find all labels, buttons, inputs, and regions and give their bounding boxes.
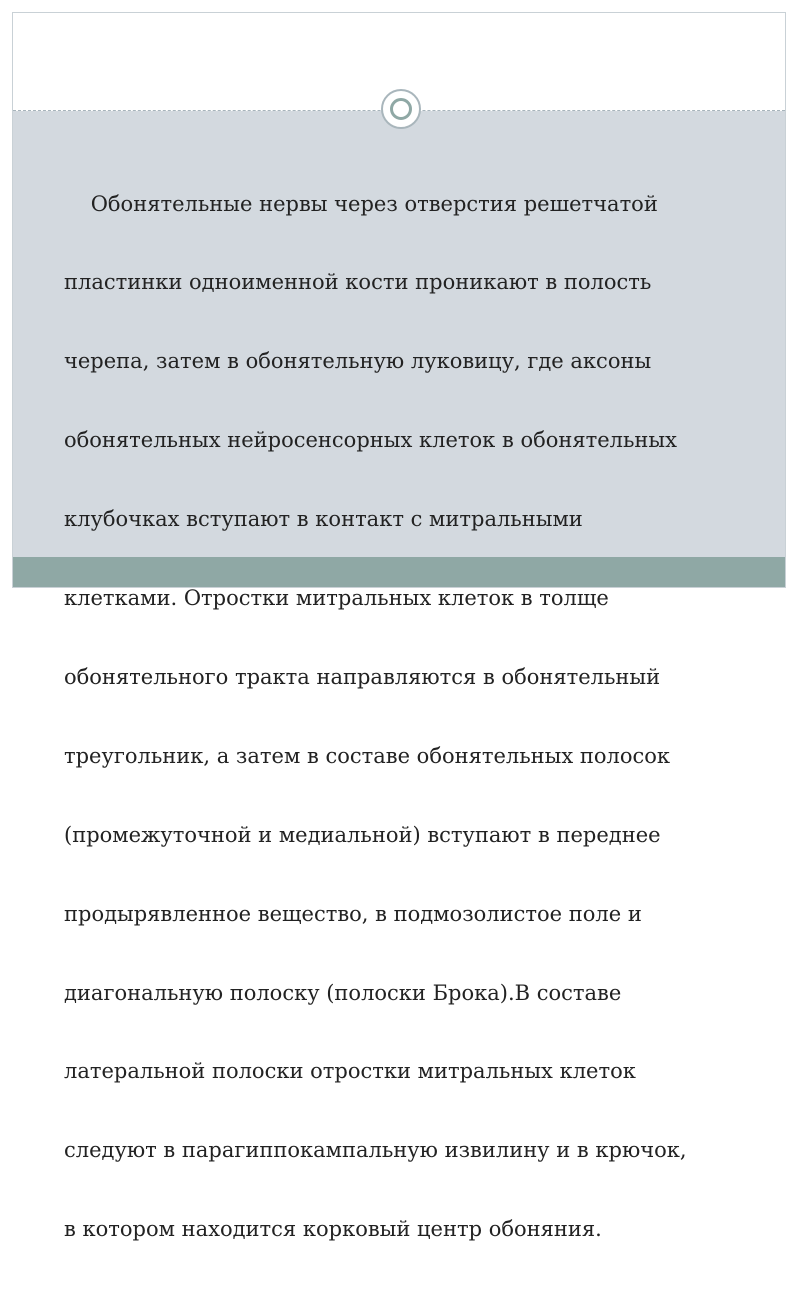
- paragraph-line: диагональную полоску (полоски Брока).В составе: [64, 980, 622, 1005]
- body-paragraph: [64, 138, 764, 1295]
- paragraph-line: клубочках вступают в контакт с митральными: [64, 507, 583, 532]
- paragraph-line: продырявленное вещество, в подмозолистое поле и: [64, 901, 642, 926]
- paragraph-line: Обонятельные нервы через отверстия решетчатой: [64, 191, 658, 216]
- paragraph-line: обонятельного тракта направляются в обонятельный: [64, 664, 661, 689]
- circle-ornament-icon: [381, 89, 421, 129]
- paragraph-line: обонятельных нейросенсорных клеток в обонятельных: [64, 428, 677, 453]
- paragraph-line: треугольник, а затем в составе обонятельных полосок: [64, 743, 671, 768]
- paragraph-line: черепа, затем в обонятельную луковицу, где аксоны: [64, 349, 652, 374]
- circle-ornament-inner: [390, 98, 412, 120]
- paragraph-line: пластинки одноименной кости проникают в полость: [64, 270, 652, 295]
- paragraph-line: латеральной полоски отростки митральных клеток: [64, 1059, 636, 1084]
- paragraph-line: следуют в парагиппокампальную извилину и в крючок,: [64, 1138, 687, 1163]
- paragraph-line: в котором находится корковый центр обоняния.: [64, 1217, 602, 1242]
- paragraph-line: (промежуточной и медиальной) вступают в переднее: [64, 822, 661, 847]
- paragraph-line: клетками. Отростки митральных клеток в толще: [64, 586, 609, 611]
